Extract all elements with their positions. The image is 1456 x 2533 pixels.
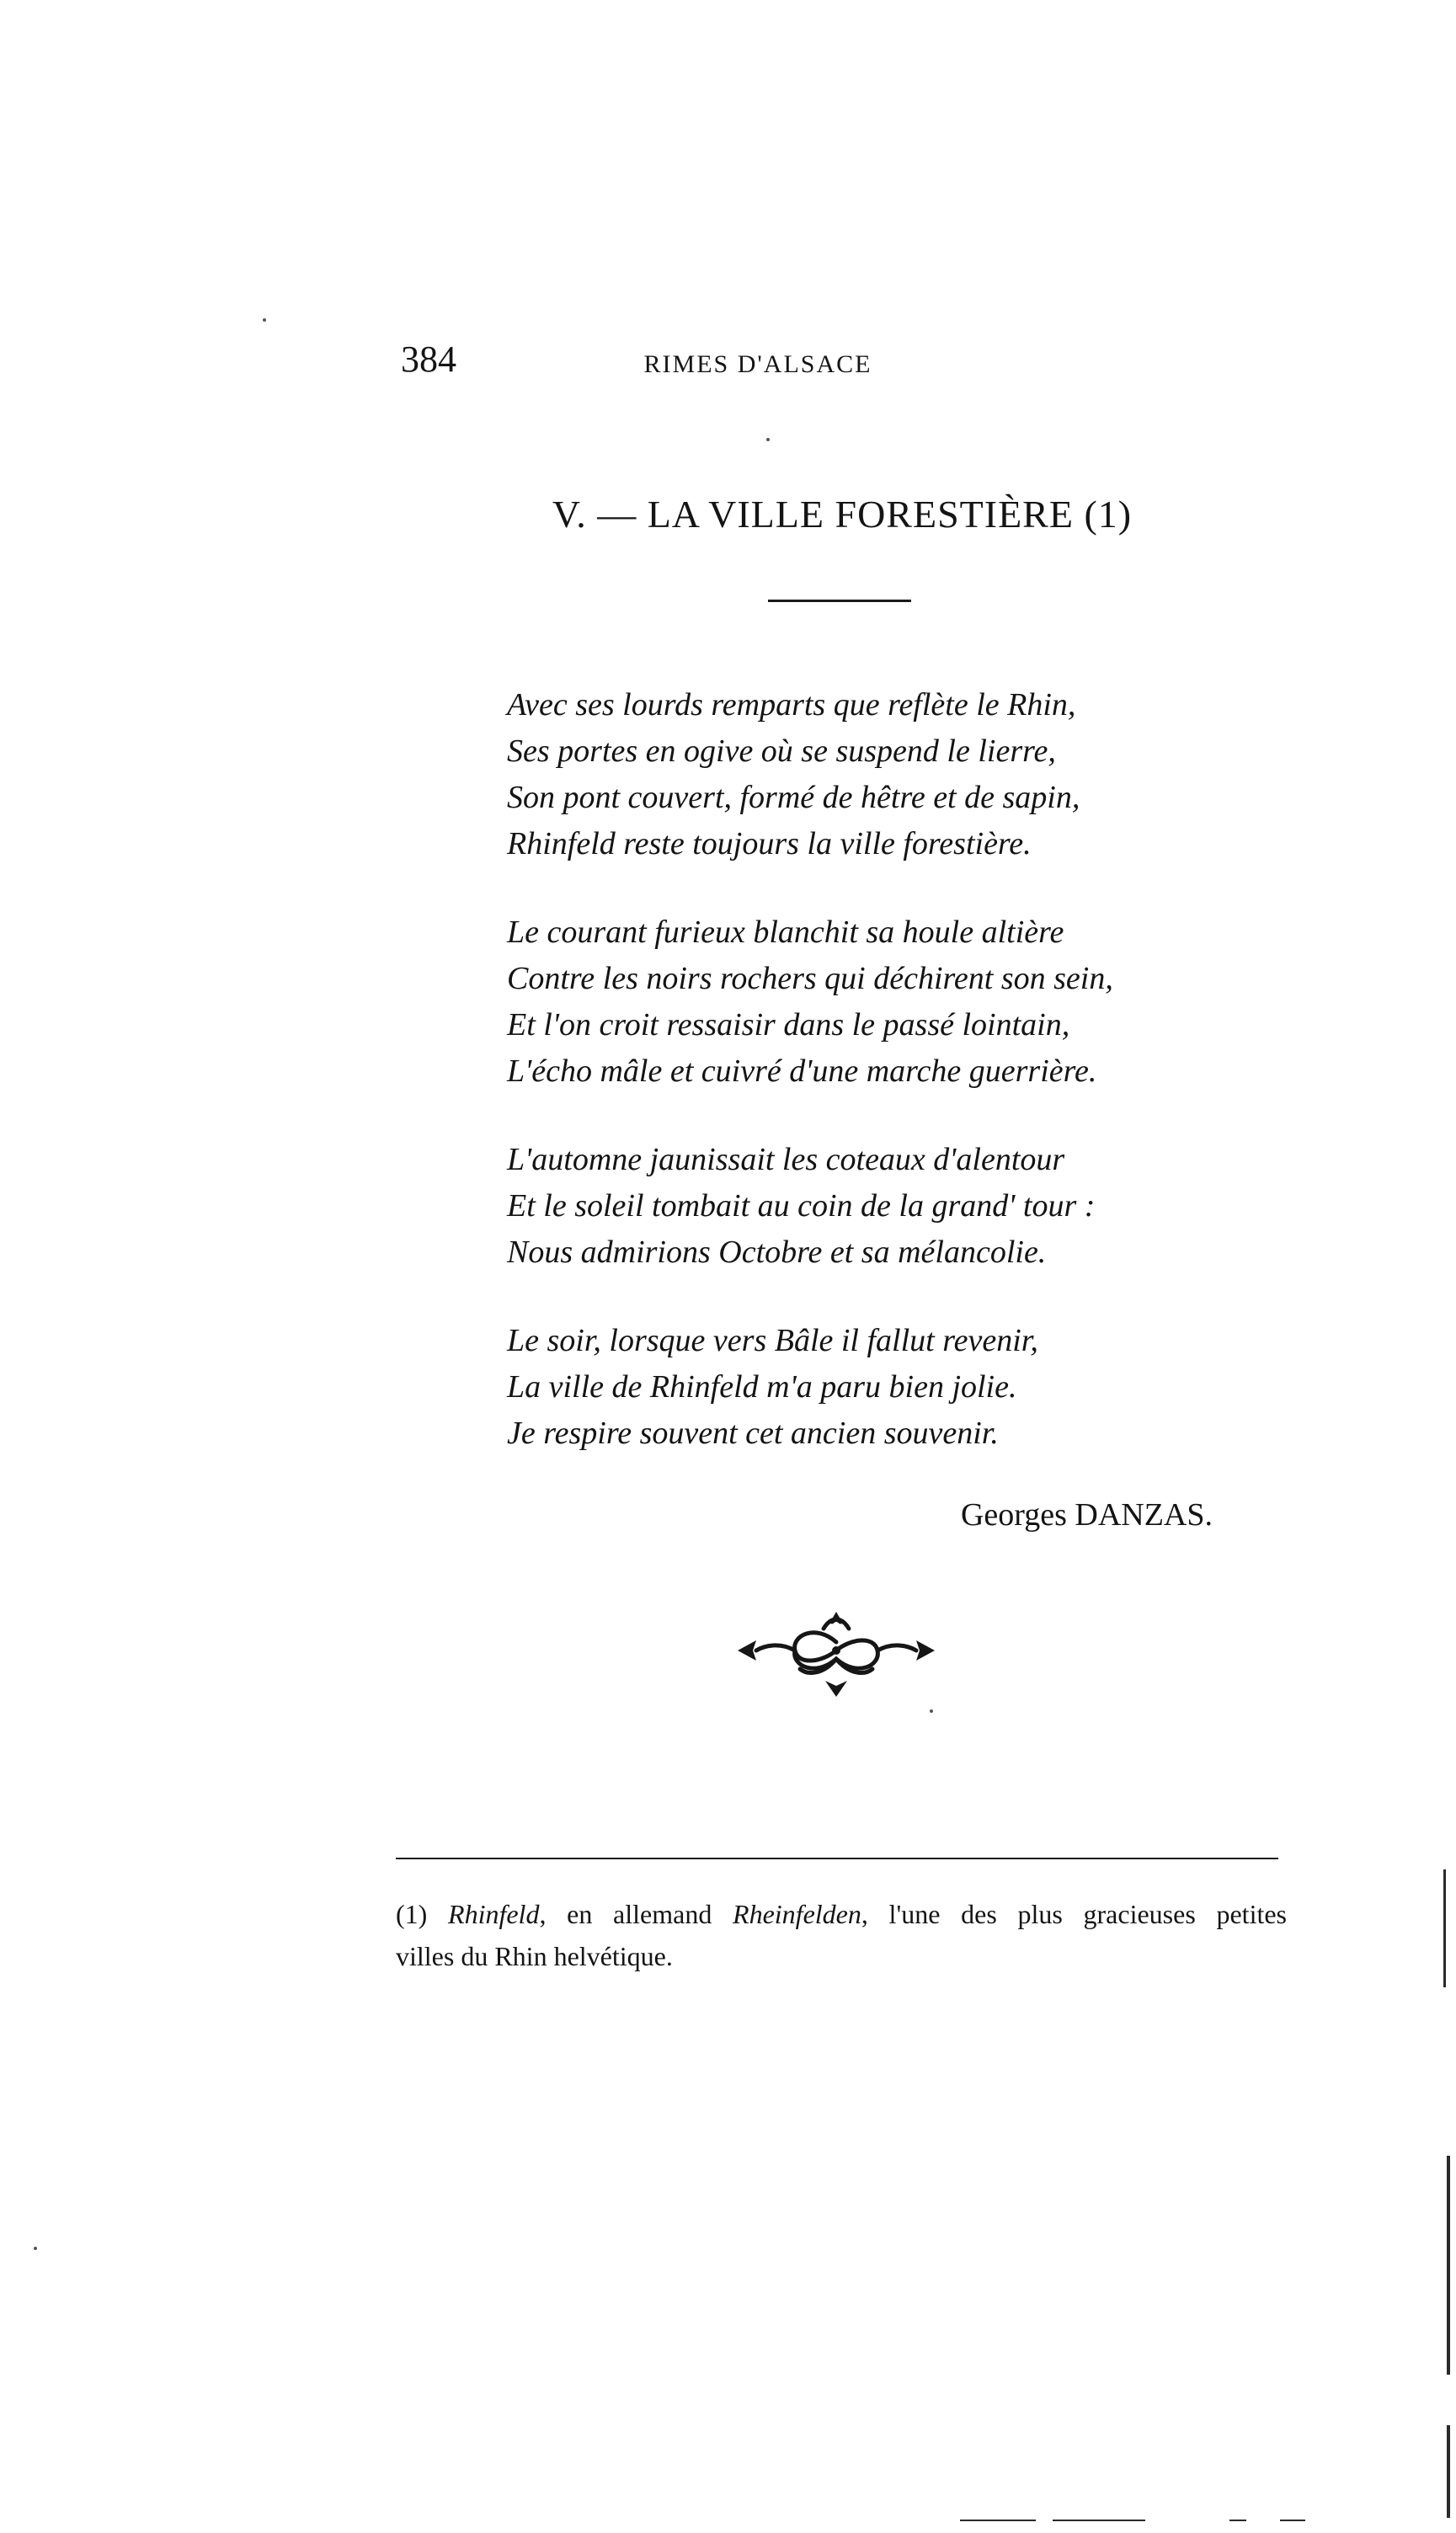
speck [766, 438, 770, 441]
verse-line: Et l'on croit ressaisir dans le passé lointain, [507, 1007, 1070, 1043]
footnote-marker: (1) [396, 1899, 428, 1929]
poem-title: V. — LA VILLE FORESTIÈRE (1) [552, 493, 1133, 536]
verse-line: L'écho mâle et cuivré d'une marche guerrière. [507, 1053, 1097, 1089]
verse-line: Ses portes en ogive où se suspend le lierre, [507, 733, 1056, 769]
page-number: 384 [401, 339, 456, 380]
verse-line: Contre les noirs rochers qui déchirent son sein, [507, 961, 1113, 996]
verse-line: Son pont couvert, formé de hêtre et de sapin, [507, 780, 1080, 815]
verse-line: La ville de Rhinfeld m'a paru bien jolie. [507, 1369, 1017, 1405]
fleuron-ornament-icon [731, 1608, 941, 1709]
footnote-text: , l'une des plus gracieuses petites [861, 1899, 1288, 1929]
verse-line: Rhinfeld reste toujours la ville forestière. [507, 826, 1032, 861]
verse-line: Je respire souvent cet ancien souvenir. [507, 1416, 999, 1451]
bottom-dash [1053, 2520, 1145, 2521]
verse-line: Le soir, lorsque vers Bâle il fallut revenir, [507, 1323, 1038, 1358]
footnote-rule [396, 1858, 1278, 1859]
footnote [396, 1893, 1287, 1977]
margin-mark [1447, 2156, 1450, 2375]
verse-line: Le courant furieux blanchit sa houle altière [507, 915, 1064, 950]
bottom-dash [1229, 2520, 1246, 2521]
stanza-1 [507, 682, 1265, 867]
speck [263, 318, 266, 322]
running-head: RIMES D'ALSACE [643, 350, 872, 378]
footnote-line-2: villes du Rhin helvétique. [396, 1941, 673, 1971]
verse-line: L'automne jaunissait les coteaux d'alentour [507, 1142, 1065, 1177]
footnote-line-1 [396, 1893, 1287, 1935]
title-rule [768, 600, 911, 602]
margin-mark [1447, 2425, 1450, 2518]
stanza-3 [507, 1137, 1265, 1276]
speck [34, 2247, 37, 2250]
stanza-2 [507, 909, 1265, 1095]
footnote-term: Rhinfeld [448, 1899, 540, 1929]
speck [930, 1709, 933, 1713]
bottom-dash [960, 2520, 1036, 2521]
poem-author: Georges DANZAS. [960, 1497, 1213, 1533]
verse-line: Avec ses lourds remparts que reflète le Rhin, [507, 687, 1076, 723]
bottom-dash [1280, 2520, 1305, 2521]
stanza-4 [507, 1318, 1265, 1457]
footnote-german-name: Rheinfelden [733, 1899, 861, 1929]
margin-mark [1443, 1869, 1446, 1987]
poem-body [507, 682, 1265, 1499]
verse-line: Nous admirions Octobre et sa mélancolie. [507, 1235, 1047, 1270]
footnote-text: , en allemand [539, 1899, 733, 1929]
verse-line: Et le soleil tombait au coin de la grand' tour : [507, 1188, 1096, 1224]
